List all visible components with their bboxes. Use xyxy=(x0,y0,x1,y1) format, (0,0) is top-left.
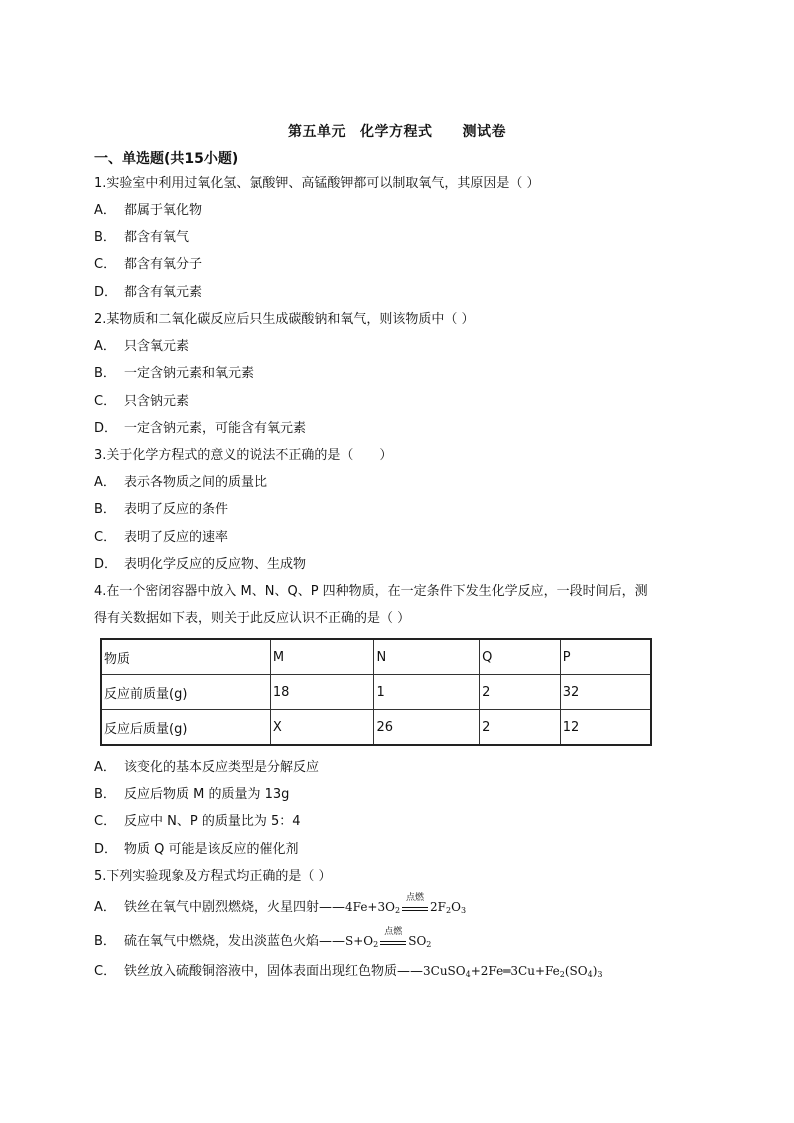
question-1-option-a[interactable]: A． 都属于氧化物 xyxy=(94,203,203,218)
reaction-condition: 点燃 xyxy=(402,902,428,911)
question-5-option-b[interactable]: B． 硫在氧气中燃烧，发出淡蓝色火焰$——S+O_2$ 点燃 $SO_2$ xyxy=(94,927,432,949)
table-cell: 反应前质量(g) xyxy=(101,675,270,710)
table-cell: 26 xyxy=(374,710,480,746)
equation: $S+O_2$ 点燃 $SO_2$ xyxy=(345,927,432,949)
table-cell: 18 xyxy=(270,675,374,710)
question-2-option-d[interactable]: D． 一定含钠元素，可能含有氧元素 xyxy=(94,421,307,436)
question-3-stem: 3.关于化学方程式的意义的说法不正确的是（ ） xyxy=(94,448,393,463)
title-test: 测试卷 xyxy=(462,124,506,140)
question-5-option-c[interactable]: C． 铁丝放入硫酸铜溶液中，固体表面出现红色物质$——3CuSO_4+2Fe═3Cu+Fe_2(SO_4)_3$ xyxy=(94,964,603,979)
data-table xyxy=(100,638,652,746)
title-topic: 化学方程式 xyxy=(360,124,433,140)
question-4-stem-line-1: 4.在一个密闭容器中放入 M、N、Q、P 四种物质，在一定条件下发生化学反应，一段时间后，测 xyxy=(94,584,648,599)
reaction-condition: 点燃 xyxy=(380,936,406,945)
question-3-option-c[interactable]: C． 表明了反应的速率 xyxy=(94,530,229,545)
question-1-option-d[interactable]: D． 都含有氧元素 xyxy=(94,285,203,300)
equation: $4Fe+3O_2$ 点燃 $2F_2O_3$ xyxy=(345,893,467,915)
question-4-stem-line-2: 得有关数据如下表，则关于此反应认识不正确的是（ ） xyxy=(94,611,411,626)
table-cell: N xyxy=(374,639,480,675)
table-cell: P xyxy=(560,639,651,675)
question-1-stem: 1.实验室中利用过氧化氢、氯酸钾、高锰酸钾都可以制取氧气，其原因是（ ） xyxy=(94,176,540,191)
table-cell: 32 xyxy=(560,675,651,710)
question-4-option-b[interactable]: B． 反应后物质 M 的质量为 13g xyxy=(94,787,290,802)
section-heading: 一、单选题(共15小题) xyxy=(94,151,239,167)
question-4-option-d[interactable]: D． 物质 Q 可能是该反应的催化剂 xyxy=(94,842,299,857)
question-1-option-b[interactable]: B． 都含有氧气 xyxy=(94,230,190,245)
question-3-option-b[interactable]: B． 表明了反应的条件 xyxy=(94,502,229,517)
question-5-stem: 5.下列实验现象及方程式均正确的是（ ） xyxy=(94,869,332,884)
table-cell: 2 xyxy=(480,675,561,710)
table-cell: M xyxy=(270,639,374,675)
table-cell: 物质 xyxy=(101,639,270,675)
title-unit: 第五单元 xyxy=(288,124,346,140)
question-4-option-c[interactable]: C． 反应中 N、P 的质量比为 5：4 xyxy=(94,814,301,829)
page-title xyxy=(0,121,794,141)
table-cell: X xyxy=(270,710,374,746)
question-3-option-d[interactable]: D． 表明化学反应的反应物、生成物 xyxy=(94,557,307,572)
question-2-option-c[interactable]: C． 只含钠元素 xyxy=(94,394,190,409)
question-5-option-a[interactable]: A． 铁丝在氧气中剧烈燃烧，火星四射$——4Fe+3O_2$ 点燃 $2F_2O_3$ xyxy=(94,893,467,915)
question-1-option-c[interactable]: C． 都含有氧分子 xyxy=(94,257,203,272)
table-row xyxy=(101,639,651,675)
question-2-option-b[interactable]: B． 一定含钠元素和氧元素 xyxy=(94,366,255,381)
question-2-stem: 2.某物质和二氧化碳反应后只生成碳酸钠和氧气，则该物质中（ ） xyxy=(94,312,475,327)
table-row xyxy=(101,675,651,710)
question-4-option-a[interactable]: A． 该变化的基本反应类型是分解反应 xyxy=(94,760,320,775)
table-cell: 1 xyxy=(374,675,480,710)
table-cell: Q xyxy=(480,639,561,675)
question-2-option-a[interactable]: A． 只含氧元素 xyxy=(94,339,190,354)
table-row xyxy=(101,710,651,746)
table-cell: 反应后质量(g) xyxy=(101,710,270,746)
table-cell: 12 xyxy=(560,710,651,746)
question-3-option-a[interactable]: A． 表示各物质之间的质量比 xyxy=(94,475,268,490)
table-cell: 2 xyxy=(480,710,561,746)
equation: $3CuSO_4+2Fe═3Cu+Fe_2(SO_4)_3$ xyxy=(423,964,603,979)
